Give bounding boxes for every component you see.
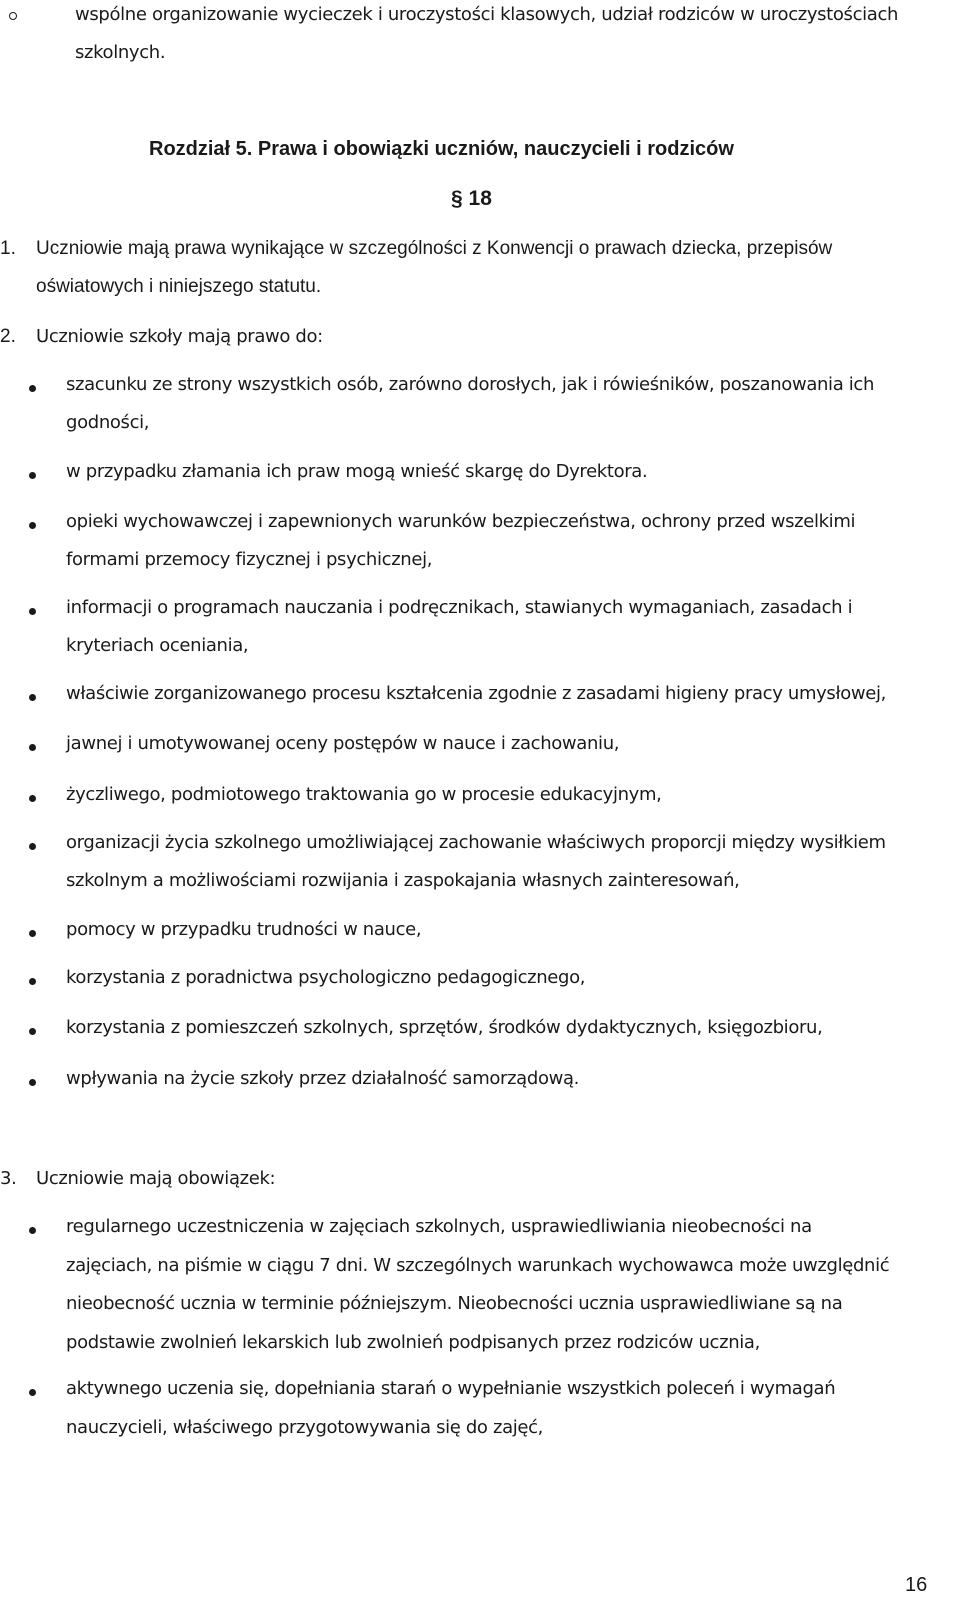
paragraph-line: oświatowych i niniejszego statutu. <box>36 276 322 297</box>
list-item-line: nieobecność ucznia w terminie późniejszym. Nieobecności ucznia usprawiedliwiane są na <box>66 1293 843 1314</box>
page-number: 16 <box>905 1574 928 1596</box>
bullet-icon <box>29 930 36 937</box>
list-item-line: podstawie zwolnień lekarskich lub zwolnień podpisanych przez rodziców ucznia, <box>66 1331 760 1353</box>
bullet-icon <box>29 608 36 615</box>
list-item-line: formami przemocy fizycznej i psychicznej, <box>66 549 433 570</box>
bullet-icon <box>29 385 36 392</box>
list-item-line: w przypadku złamania ich praw mogą wnieść skargę do Dyrektora. <box>66 461 648 482</box>
paragraph-number: 3. <box>0 1168 17 1189</box>
chapter-heading: Rozdział 5. Prawa i obowiązki uczniów, nauczycieli i rodziców <box>149 138 734 160</box>
list-item-line: nauczycieli, właściwego przygotowywania się do zajęć, <box>66 1416 544 1438</box>
list-item-line: jawnej i umotywowanej oceny postępów w nauce i zachowaniu, <box>66 733 620 754</box>
list-item-line: wpływania na życie szkoły przez działalność samorządową. <box>66 1068 580 1089</box>
list-item-line: opieki wychowawczej i zapewnionych warunków bezpieczeństwa, ochrony przed wszelkimi <box>66 511 856 532</box>
bullet-icon <box>29 522 36 529</box>
paragraph-line: Uczniowie mają prawa wynikające w szczególności z Konwencji o prawach dziecka, przepisów <box>36 238 833 259</box>
bullet-icon <box>29 1227 36 1234</box>
bullet-icon <box>29 1028 36 1035</box>
list-item-line: szkolnym a możliwościami rozwijania i zaspokajania własnych zainteresowań, <box>66 870 740 891</box>
bullet-icon <box>29 1389 36 1396</box>
bullet-icon <box>29 472 36 479</box>
paragraph-number: 1. <box>0 238 16 259</box>
list-item-line: właściwie zorganizowanego procesu kształcenia zgodnie z zasadami higieny pracy umysłowej, <box>66 683 887 704</box>
list-item-line: życzliwego, podmiotowego traktowania go w procesie edukacyjnym, <box>66 784 662 805</box>
bullet-icon <box>29 744 36 751</box>
list-item-line: regularnego uczestniczenia w zajęciach szkolnych, usprawiedliwiania nieobecności na <box>66 1216 812 1237</box>
list-item-line: informacji o programach nauczania i podręcznikach, stawianych wymaganiach, zasadach i <box>66 597 853 618</box>
paragraph-intro: Uczniowie szkoły mają prawo do: <box>36 326 323 347</box>
list-item-line: kryteriach oceniania, <box>66 635 249 656</box>
list-item-line: pomocy w przypadku trudności w nauce, <box>66 919 422 940</box>
list-item-line: zajęciach, na piśmie w ciągu 7 dni. W szczególnych warunkach wychowawca może uwzględnić <box>66 1254 890 1276</box>
bullet-icon <box>29 1079 36 1086</box>
paragraph-number: 2. <box>0 326 16 347</box>
bullet-icon <box>29 795 36 802</box>
list-item-line: godności, <box>66 412 150 433</box>
list-item-line: aktywnego uczenia się, dopełniania starań o wypełnianie wszystkich poleceń i wymagań <box>66 1378 836 1399</box>
list-item-bullet-icon <box>9 12 17 20</box>
paragraph-intro: Uczniowie mają obowiązek: <box>36 1168 276 1189</box>
top-item-line: szkolnych. <box>75 42 166 63</box>
list-item-line: korzystania z poradnictwa psychologiczno pedagogicznego, <box>66 967 586 988</box>
list-item-line: organizacji życia szkolnego umożliwiającej zachowanie właściwych proporcji między wysiłkiem <box>66 832 886 853</box>
top-item-line: wspólne organizowanie wycieczek i uroczystości klasowych, udział rodziców w uroczystościach <box>75 4 899 25</box>
list-item-line: szacunku ze strony wszystkich osób, zarówno dorosłych, jak i rówieśników, poszanowania ich <box>66 374 875 395</box>
bullet-icon <box>29 843 36 850</box>
bullet-icon <box>29 978 36 985</box>
list-item-line: korzystania z pomieszczeń szkolnych, sprzętów, środków dydaktycznych, księgozbioru, <box>66 1017 823 1038</box>
section-sign: § 18 <box>451 187 492 210</box>
bullet-icon <box>29 694 36 701</box>
